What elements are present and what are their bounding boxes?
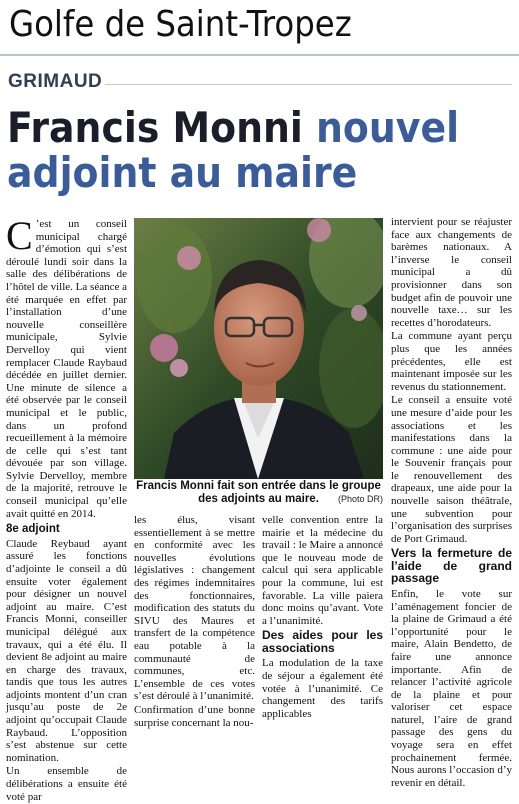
subheading-adjoint: 8e adjoint <box>6 523 60 536</box>
photo-credit: (Photo DR) <box>337 494 383 504</box>
article-paragraph: intervient pour se réajuster face aux changements de barèmes nationaux. A l’inverse le conseil municipal a dû provisionner dans son budget afin de pouvoir une nouvelle taxe… sur les recettes d’horodateurs. <box>391 216 512 329</box>
locality-kicker: GRIMAUD <box>8 71 103 92</box>
subheading-associations: Des aides pour les associations <box>262 628 383 655</box>
article-paragraph: les élus, visant essentiellement à se mettre en conformité avec les nouvelles évolutions législatives : changement des régimes indemnitaires des fonctionnaires, modification des statuts du SIVU des Maures et transfert de la compétence eau potable à la communauté de communes, etc. L’ensemble de ces votes s’est déroulé à l’unanimité. <box>134 514 255 703</box>
section-header <box>0 0 519 56</box>
article-paragraph: Enfin, le vote sur l’aménagement foncier de la plaine de Grimaud a été l’opportunité pour le maire, Alain Bendetto, de faire une annonce importante. Afin de relancer l’activité agricole de la plaine et pour valoriser cet espace naturel, l’aire de grand passage des gens du voyage sera en effet prochainement fermée. Nous aurons l’occasion d’y revenir en détail. <box>391 587 512 789</box>
article-column-1 <box>6 213 127 804</box>
headline-line1-rest: nouvel <box>302 103 460 152</box>
kicker-divider <box>105 84 512 85</box>
article-column-4 <box>391 216 512 790</box>
article-headline <box>7 105 462 195</box>
article-paragraph: La commune ayant perçu plus que les années précédentes, elle est maintenant imposée sur les revenus du stationnement. <box>391 330 512 393</box>
subheading-grand-passage: Vers la fermeture de l’aide de grand passage <box>391 546 512 586</box>
photo-caption: Francis Monni fait son entrée dans le groupe des adjoints au maire. <box>136 480 381 505</box>
article-paragraph: Confirmation d’une bonne surprise concernant la nou- <box>134 703 255 729</box>
drop-cap: C <box>6 213 33 258</box>
article-paragraph: Claude Reybaud ayant assuré les fonctions d’adjointe le conseil a dû ensuite voter également pour désigner un nouvel adjoint au maire. C’est Francis Monni, conseiller municipal délégué aux travaux, qui a été élu. Il devient 8e adjoint au maire en charge des travaux, tandis que tous les autres adjoints montent d’un cran jusqu’au poste de 2e adjoint qu’occupait Claude Raybaud. L’opposition s’est abstenue sur cette nomination. <box>6 537 127 764</box>
portrait-photo <box>134 218 383 479</box>
article-paragraph: Le conseil a ensuite voté une mesure d’aide pour les associations et les manifestations dans la commune : une aide pour le Souvenir français pour le renouvellement des drapeaux, une aide pour la nouvelle saison théâtrale, une subvention pour l’organisation des surprises de Port Grimaud. <box>391 394 512 545</box>
headline-line2: adjoint au maire <box>7 148 358 197</box>
article-paragraph: C ’est un conseil municipal chargé d’émotion qui s’est déroulé lundi soir dans la salle des délibérations de l’hôtel de ville. La séance a été marquée en effet par l’installation d’une nouvelle conseillère municipale, Sylvie Dervelloy qui vient remplacer Claude Raybaud décédée en juillet dernier. Une minute de silence a été observée par le conseil municipal et le public, dans un profond recueillement à la mémoire de celle qui s’est tant dévouée par son village. Sylvie Dervelloy, membre de la majorité, retrouve le conseil municipal qu’elle avait quitté en 2014. <box>6 213 127 520</box>
headline-name: Francis Monni <box>7 103 303 152</box>
portrait-illustration <box>134 218 383 479</box>
article-column-3 <box>262 514 383 721</box>
article-paragraph: Un ensemble de délibérations a ensuite été voté par <box>6 765 127 803</box>
article-column-2 <box>134 514 255 730</box>
article-paragraph: velle convention entre la mairie et la médecine du travail : le Maire a annoncé que le nouveau mode de calcul qui sera applicable pour la commune, lui est favorable. La ville paiera donc moins qu’avant. Vote a l’unanimité. <box>262 514 383 627</box>
section-title: Golfe de Saint-Tropez <box>9 4 352 45</box>
article-paragraph: La modulation de la taxe de séjour a également été votée à l’unanimité. Ce changement des tarifs applicables <box>262 657 383 720</box>
